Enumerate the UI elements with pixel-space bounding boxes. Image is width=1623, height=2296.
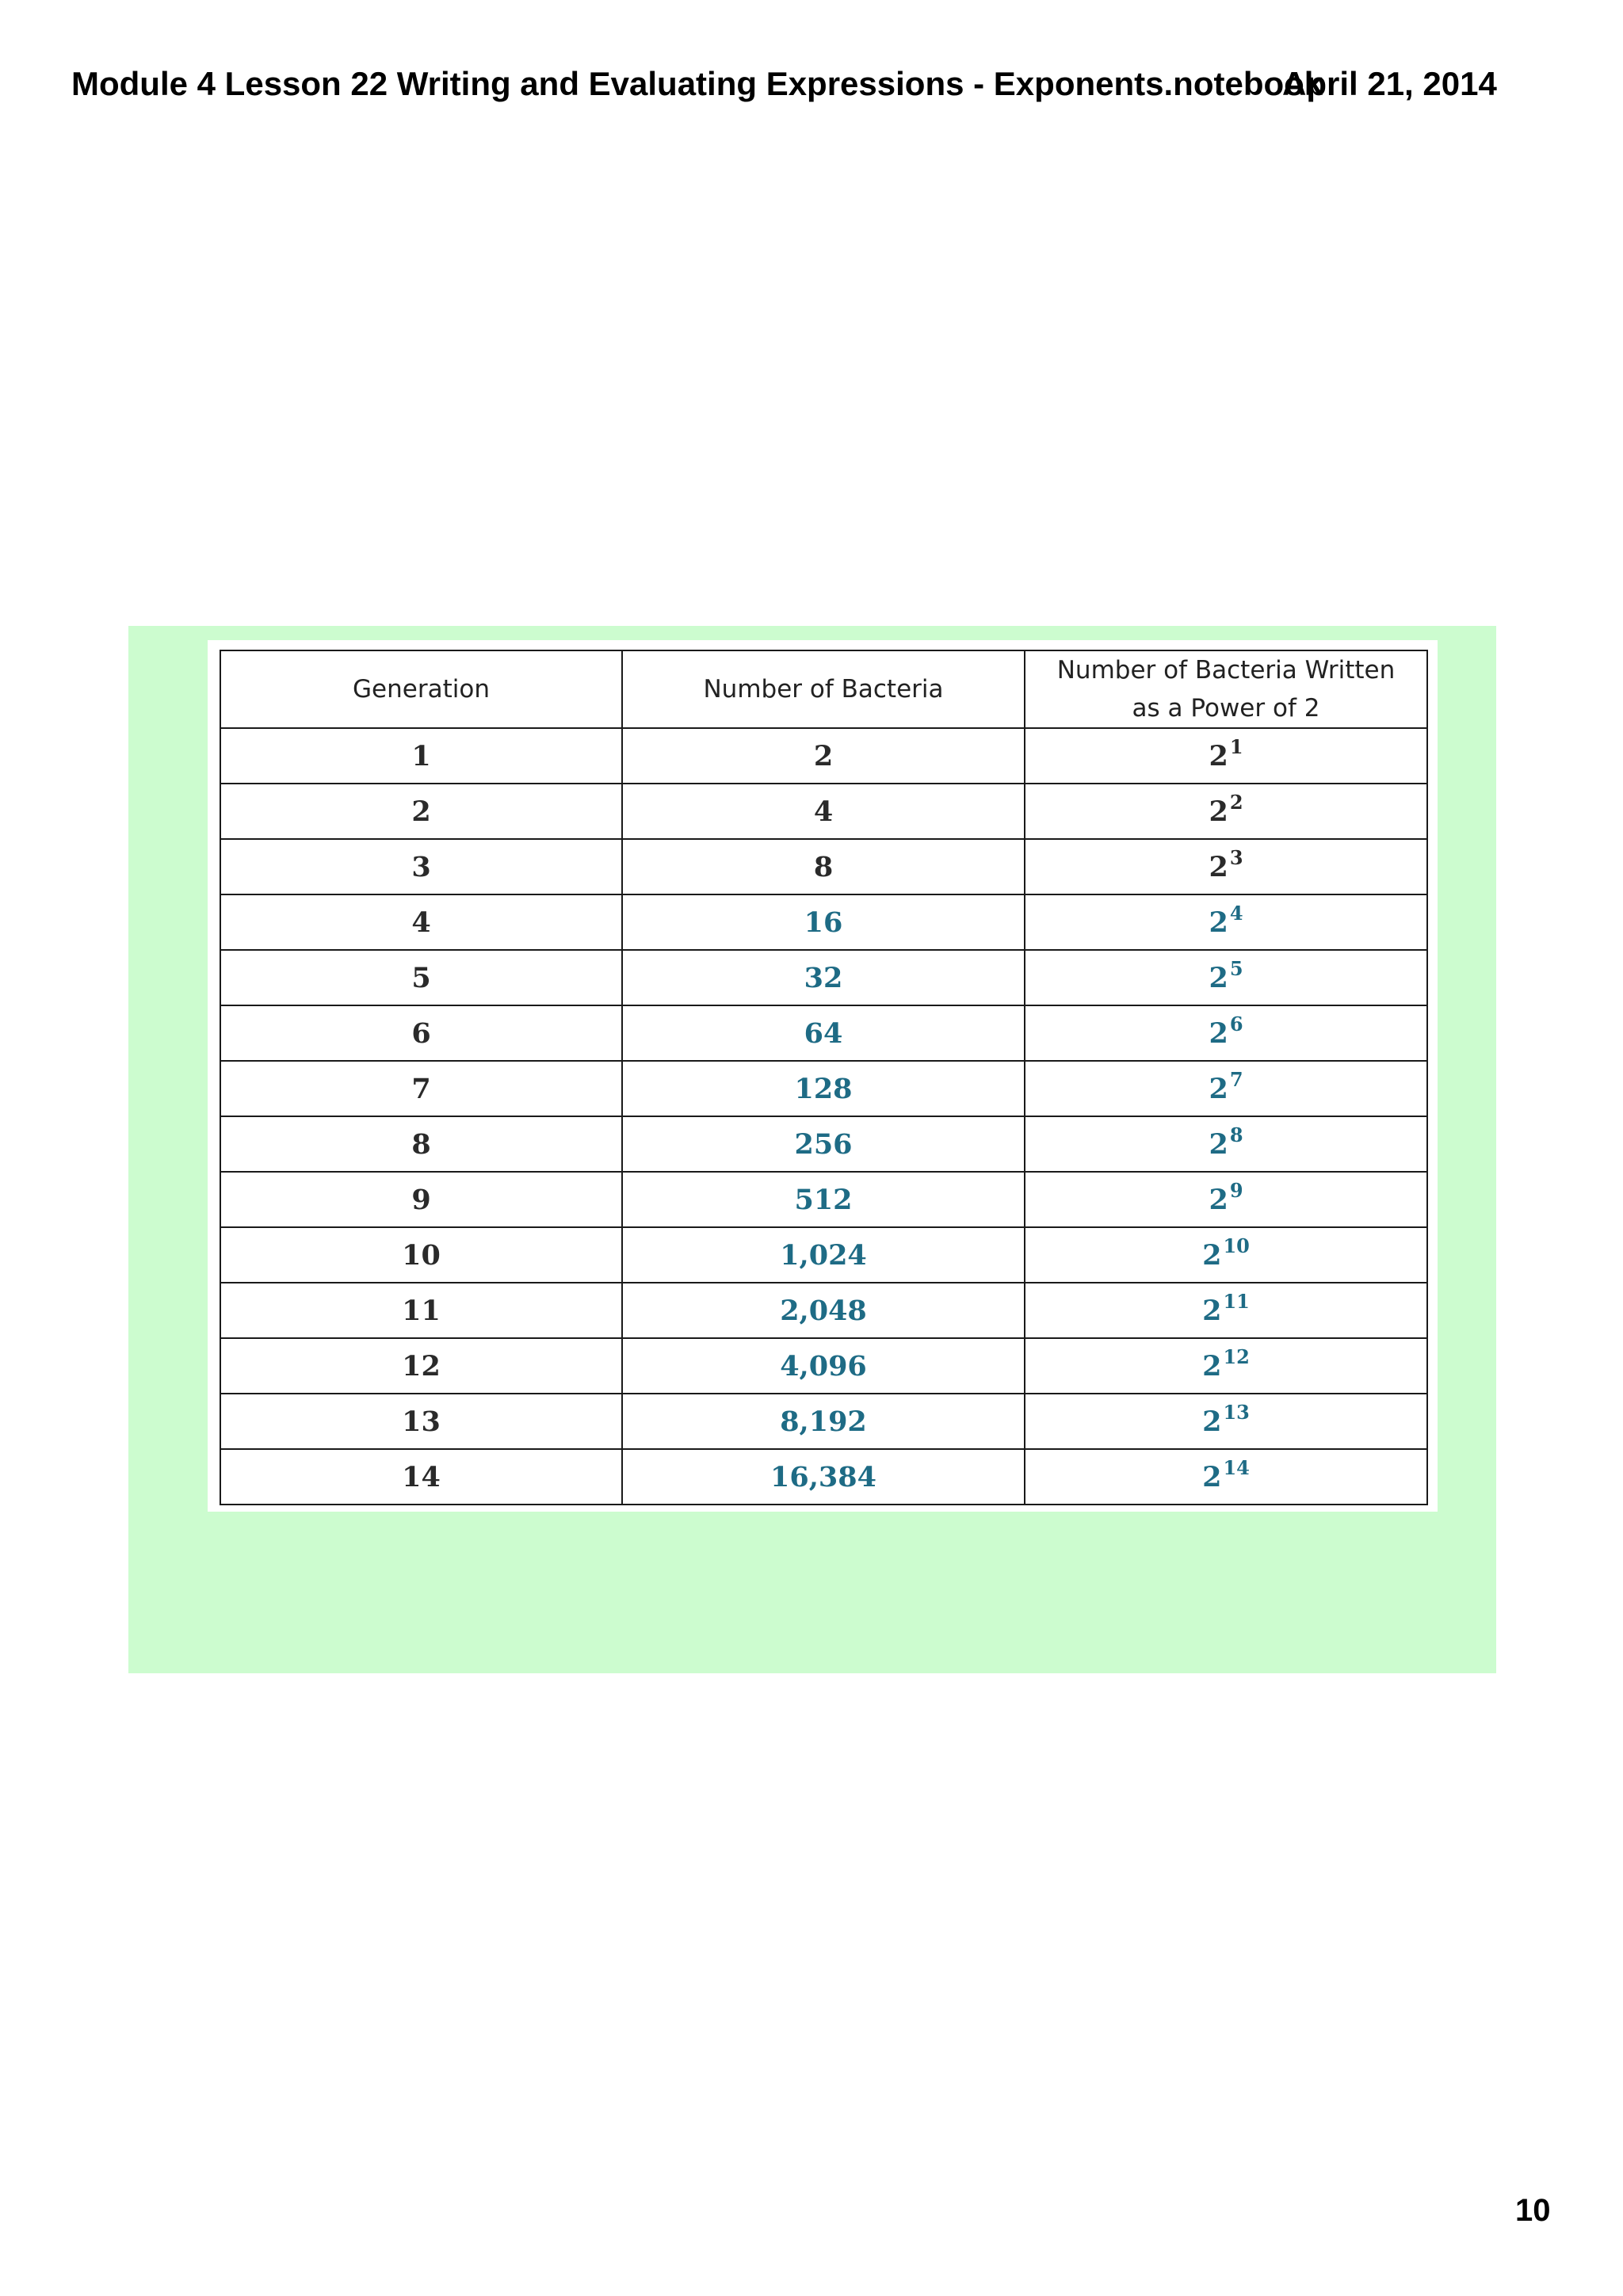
cell-number-of-bacteria: 2,048 [622,1283,1025,1338]
cell-generation: 14 [220,1449,622,1505]
power-base: 2 [1202,1405,1222,1438]
table-row [220,1005,1427,1061]
power-base: 2 [1202,1349,1222,1383]
cell-number-of-bacteria: 16 [622,894,1025,950]
power-exponent: 14 [1223,1455,1250,1479]
header-generation: Generation [220,650,622,728]
table-row [220,1449,1427,1505]
cell-power-of-2 [1025,1005,1427,1061]
power-base: 2 [1209,906,1228,939]
table-row [220,839,1427,894]
cell-number-of-bacteria: 512 [622,1172,1025,1227]
power-exponent: 4 [1229,901,1243,925]
power-base: 2 [1202,1238,1222,1272]
table-row [220,1338,1427,1394]
power-base: 2 [1209,850,1228,883]
cell-generation: 5 [220,950,622,1005]
cell-power-of-2 [1025,1449,1427,1505]
power-base: 2 [1202,1294,1222,1327]
table-row [220,1061,1427,1116]
cell-number-of-bacteria: 16,384 [622,1449,1025,1505]
power-base: 2 [1209,1183,1228,1216]
cell-generation: 6 [220,1005,622,1061]
cell-number-of-bacteria: 128 [622,1061,1025,1116]
cell-generation: 12 [220,1338,622,1394]
cell-power-of-2 [1025,1061,1427,1116]
table-row [220,950,1427,1005]
cell-power-of-2 [1025,894,1427,950]
power-exponent: 2 [1229,790,1243,814]
power-exponent: 11 [1223,1289,1250,1313]
page-number: 10 [1515,2193,1551,2228]
cell-number-of-bacteria: 8,192 [622,1394,1025,1449]
power-exponent: 8 [1229,1123,1243,1146]
cell-power-of-2 [1025,1172,1427,1227]
power-base: 2 [1209,1127,1228,1161]
cell-number-of-bacteria: 2 [622,728,1025,784]
header-number-of-bacteria: Number of Bacteria [622,650,1025,728]
power-base: 2 [1202,1460,1222,1493]
power-exponent: 13 [1223,1400,1250,1424]
cell-power-of-2 [1025,1227,1427,1283]
cell-number-of-bacteria: 256 [622,1116,1025,1172]
table-body [220,728,1427,1505]
power-base: 2 [1209,1016,1228,1050]
table-header-row [220,650,1427,728]
header-power-line1: Number of Bacteria Written [1056,656,1396,685]
table-row [220,1227,1427,1283]
power-exponent: 7 [1229,1067,1243,1091]
cell-generation: 9 [220,1172,622,1227]
table-row [220,1283,1427,1338]
cell-generation: 3 [220,839,622,894]
cell-generation: 1 [220,728,622,784]
cell-generation: 7 [220,1061,622,1116]
cell-number-of-bacteria: 4 [622,784,1025,839]
cell-number-of-bacteria: 32 [622,950,1025,1005]
power-exponent: 5 [1229,956,1243,980]
table-row [220,1394,1427,1449]
cell-generation: 13 [220,1394,622,1449]
power-exponent: 10 [1223,1234,1250,1257]
cell-power-of-2 [1025,1394,1427,1449]
cell-generation: 8 [220,1116,622,1172]
cell-generation: 11 [220,1283,622,1338]
cell-number-of-bacteria: 1,024 [622,1227,1025,1283]
cell-generation: 4 [220,894,622,950]
power-base: 2 [1209,795,1228,828]
table-row [220,728,1427,784]
cell-power-of-2 [1025,839,1427,894]
power-exponent: 12 [1223,1344,1250,1368]
cell-number-of-bacteria: 64 [622,1005,1025,1061]
cell-generation: 2 [220,784,622,839]
power-exponent: 3 [1229,845,1243,869]
cell-power-of-2 [1025,950,1427,1005]
cell-power-of-2 [1025,784,1427,839]
document-date: April 21, 2014 [1282,65,1497,102]
document-title: Module 4 Lesson 22 Writing and Evaluating Expressions - Exponents.notebook [71,65,1323,102]
header-power-line2: as a Power of 2 [1132,694,1320,723]
cell-generation: 10 [220,1227,622,1283]
power-exponent: 6 [1229,1012,1243,1035]
table-row [220,1172,1427,1227]
cell-power-of-2 [1025,1283,1427,1338]
cell-power-of-2 [1025,1116,1427,1172]
cell-number-of-bacteria: 4,096 [622,1338,1025,1394]
header-power-of-2 [1025,650,1427,728]
power-base: 2 [1209,739,1228,772]
bacteria-table [220,650,1428,1505]
power-base: 2 [1209,961,1228,994]
table-row [220,784,1427,839]
power-exponent: 9 [1229,1178,1243,1202]
table-row [220,894,1427,950]
cell-power-of-2 [1025,1338,1427,1394]
table-row [220,1116,1427,1172]
power-base: 2 [1209,1072,1228,1105]
cell-number-of-bacteria: 8 [622,839,1025,894]
power-exponent: 1 [1229,734,1243,758]
cell-power-of-2 [1025,728,1427,784]
